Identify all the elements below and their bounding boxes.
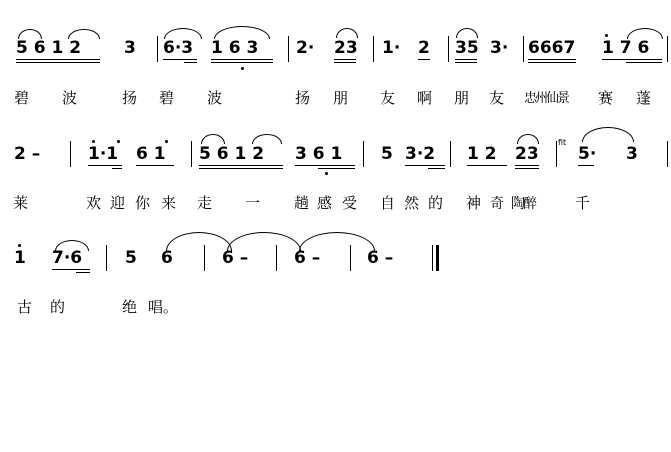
bar-line bbox=[106, 245, 107, 271]
duration-underline bbox=[455, 62, 477, 63]
note-group: 6667 bbox=[528, 38, 576, 58]
lyric-char: 受 bbox=[342, 194, 358, 212]
note-group: 3·2 bbox=[405, 144, 436, 164]
lyric-char: 自 bbox=[380, 194, 396, 212]
note-group: 5 bbox=[125, 248, 137, 268]
duration-underline bbox=[467, 165, 507, 166]
lyric-char: 朋 bbox=[333, 89, 349, 107]
slur bbox=[164, 28, 202, 39]
lyric-char: 赛 bbox=[598, 89, 614, 107]
note-group: 6 – bbox=[294, 248, 321, 268]
lyric-char: 陶醉 bbox=[511, 196, 535, 212]
lyric-char: 绝 bbox=[122, 298, 138, 316]
tie bbox=[227, 232, 301, 251]
octave-dot-high bbox=[605, 34, 608, 37]
duration-underline bbox=[578, 165, 594, 166]
duration-underline bbox=[528, 59, 576, 60]
tie bbox=[166, 232, 232, 251]
duration-underline bbox=[418, 59, 430, 60]
lyric-char: 蓬 bbox=[636, 89, 652, 107]
note-group: 2· bbox=[296, 38, 315, 58]
grace-note: fit bbox=[558, 138, 567, 147]
lyric-char: 走 bbox=[197, 194, 213, 212]
duration-underline bbox=[52, 269, 90, 270]
lyric-char: 迎 bbox=[110, 194, 126, 212]
duration-underline bbox=[334, 62, 356, 63]
final-bar-thick bbox=[436, 245, 439, 271]
note-group: 1· bbox=[382, 38, 401, 58]
lyric-char: 的 bbox=[428, 194, 444, 212]
duration-underline bbox=[211, 59, 273, 60]
octave-dot-high bbox=[92, 140, 95, 143]
lyric-char: 碧 bbox=[159, 89, 175, 107]
duration-underline bbox=[455, 59, 477, 60]
lyric-char: 千 bbox=[575, 194, 591, 212]
bar-line bbox=[288, 36, 289, 62]
bar-line bbox=[450, 141, 451, 167]
note-group: 1·1 bbox=[88, 144, 119, 164]
lyric-char: 朋 bbox=[454, 89, 470, 107]
bar-line bbox=[667, 141, 668, 167]
lyric-char: 唱。 bbox=[148, 298, 179, 316]
note-group: 7·6 bbox=[52, 248, 83, 268]
lyric-char: 古 bbox=[17, 298, 33, 316]
lyric-char: 神 bbox=[466, 194, 482, 212]
note-group: 5 6 1 2 bbox=[199, 144, 265, 164]
duration-underline bbox=[76, 272, 90, 273]
note-group: 3 bbox=[124, 38, 136, 58]
lyric-char: 碧 bbox=[14, 89, 30, 107]
bar-line bbox=[363, 141, 364, 167]
octave-dot-high bbox=[18, 244, 21, 247]
octave-dot-high bbox=[165, 140, 168, 143]
slur bbox=[201, 134, 225, 144]
lyric-char: 啊 bbox=[417, 89, 433, 107]
bar-line bbox=[70, 141, 71, 167]
note-group: 5 bbox=[381, 144, 393, 164]
note-group: 2 bbox=[418, 38, 430, 58]
lyric-char: 扬 bbox=[122, 89, 138, 107]
note-group: 3 6 1 bbox=[295, 144, 343, 164]
duration-underline bbox=[318, 168, 355, 169]
slur bbox=[456, 28, 478, 38]
lyric-char: 友 bbox=[380, 89, 396, 107]
bar-line bbox=[667, 36, 668, 62]
slur bbox=[68, 29, 100, 39]
lyric-char: 奇 bbox=[490, 196, 504, 212]
slur bbox=[336, 28, 358, 38]
note-group: 3 bbox=[626, 144, 638, 164]
octave-dot-low bbox=[325, 172, 328, 175]
slur bbox=[627, 28, 663, 39]
bar-line bbox=[448, 36, 449, 62]
duration-underline bbox=[295, 165, 355, 166]
note-group: 3· bbox=[490, 38, 509, 58]
slur bbox=[252, 134, 282, 144]
lyric-char: 欢 bbox=[86, 194, 102, 212]
final-bar-thin bbox=[432, 245, 433, 271]
slur bbox=[582, 127, 634, 142]
tie bbox=[299, 232, 375, 251]
duration-underline bbox=[136, 165, 174, 166]
duration-underline bbox=[515, 168, 539, 169]
duration-underline bbox=[112, 168, 122, 169]
note-group: 5· bbox=[578, 144, 597, 164]
note-group: 1 7 6 bbox=[602, 38, 650, 58]
duration-underline bbox=[334, 59, 356, 60]
duration-underline bbox=[602, 59, 662, 60]
duration-underline bbox=[211, 62, 273, 63]
note-group: 6 – bbox=[367, 248, 394, 268]
slur bbox=[214, 26, 270, 39]
duration-underline bbox=[528, 62, 576, 63]
bar-line bbox=[373, 36, 374, 62]
lyric-char: 忠州仙景 bbox=[524, 91, 569, 106]
lyric-char: 感 bbox=[317, 194, 333, 212]
lyric-char: 趟 bbox=[294, 194, 310, 212]
lyric-char: 然 bbox=[404, 194, 420, 212]
note-group: 1 2 bbox=[467, 144, 497, 164]
octave-dot-low bbox=[241, 67, 244, 70]
lyric-char: 来 bbox=[161, 194, 177, 212]
note-group: 6 1 bbox=[136, 144, 166, 164]
lyric-char: 波 bbox=[62, 89, 78, 107]
lyric-char: 友 bbox=[489, 89, 505, 107]
bar-line bbox=[191, 141, 192, 167]
duration-underline bbox=[184, 62, 197, 63]
duration-underline bbox=[88, 165, 122, 166]
note-group: 1 6 3 bbox=[211, 38, 259, 58]
duration-underline bbox=[428, 168, 445, 169]
duration-underline bbox=[163, 59, 197, 60]
bar-line bbox=[556, 141, 557, 167]
duration-underline bbox=[16, 62, 100, 63]
lyric-char: 的 bbox=[50, 298, 66, 316]
duration-underline bbox=[405, 165, 445, 166]
duration-underline bbox=[16, 59, 100, 60]
lyric-char: 莱 bbox=[13, 194, 29, 212]
lyric-char: 波 bbox=[207, 89, 223, 107]
note-group: 5 6 1 2 bbox=[16, 38, 82, 58]
note-group: 23 bbox=[515, 144, 539, 164]
slur bbox=[517, 134, 539, 144]
note-group: 1 bbox=[14, 248, 26, 268]
note-group: 23 bbox=[334, 38, 358, 58]
note-group: 6 bbox=[161, 248, 173, 268]
duration-underline bbox=[199, 168, 283, 169]
lyric-char: 你 bbox=[135, 194, 151, 212]
note-group: 6·3 bbox=[163, 38, 194, 58]
note-group: 35 bbox=[455, 38, 479, 58]
slur bbox=[18, 29, 42, 39]
lyric-char: 扬 bbox=[295, 89, 311, 107]
slur bbox=[55, 240, 89, 251]
note-group: 2 – bbox=[14, 144, 41, 164]
lyric-char: 一 bbox=[245, 194, 261, 212]
duration-underline bbox=[626, 62, 662, 63]
bar-line bbox=[523, 36, 524, 62]
duration-underline bbox=[515, 165, 539, 166]
note-group: 6 – bbox=[222, 248, 249, 268]
octave-dot-high bbox=[117, 140, 120, 143]
bar-line bbox=[157, 36, 158, 62]
duration-underline bbox=[199, 165, 283, 166]
